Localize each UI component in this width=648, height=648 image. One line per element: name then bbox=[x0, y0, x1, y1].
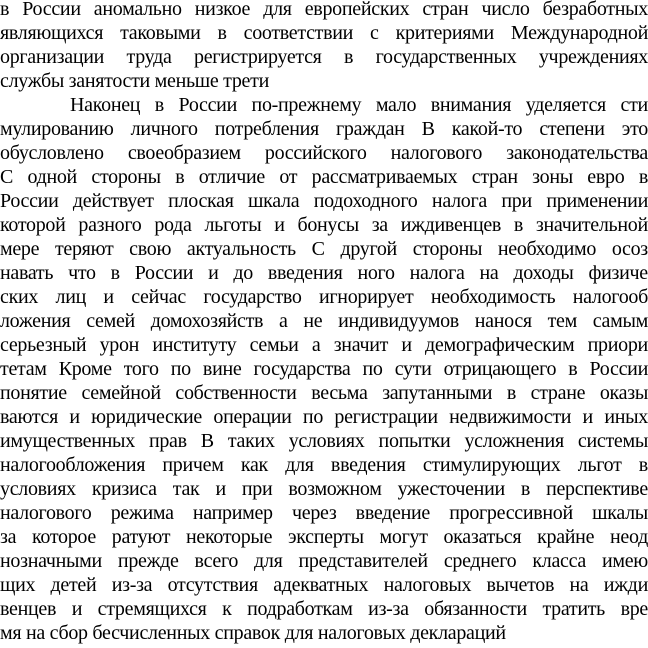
word: шкала bbox=[248, 190, 300, 212]
word: Наконец bbox=[70, 94, 141, 116]
word: шкалы bbox=[592, 502, 648, 524]
text-line-20 bbox=[0, 453, 648, 477]
word: России bbox=[178, 94, 237, 116]
word: потребления bbox=[214, 118, 319, 140]
word: щих bbox=[0, 574, 36, 596]
word: России bbox=[589, 358, 648, 380]
word: стороны bbox=[91, 166, 161, 188]
word: имущественных bbox=[0, 430, 135, 452]
word: стремящихся bbox=[97, 598, 207, 620]
word: игнорирует bbox=[319, 286, 414, 308]
word: самым bbox=[592, 310, 648, 332]
word: в bbox=[638, 454, 648, 476]
word: России bbox=[0, 190, 59, 212]
word: сти bbox=[620, 94, 648, 116]
word: льготы bbox=[204, 214, 262, 236]
word: до bbox=[233, 262, 253, 284]
text-line-17 bbox=[0, 381, 648, 405]
word: необходимость bbox=[430, 286, 556, 308]
word: граждан bbox=[336, 118, 405, 140]
word: В bbox=[200, 430, 214, 452]
word: налогового bbox=[390, 142, 483, 164]
word: государственных bbox=[375, 46, 517, 68]
word: того bbox=[123, 358, 159, 380]
word: неод bbox=[609, 526, 648, 548]
word: крайне bbox=[537, 526, 595, 548]
word: внимания bbox=[430, 94, 512, 116]
word: являющихся bbox=[0, 22, 104, 44]
word: что bbox=[68, 262, 96, 284]
word: имею bbox=[601, 550, 648, 572]
word: теряют bbox=[54, 238, 114, 260]
word: России bbox=[22, 0, 81, 20]
word: недвижимости bbox=[449, 406, 572, 428]
word: тем bbox=[547, 310, 577, 332]
word: своеобразием bbox=[127, 142, 241, 164]
word: из-за bbox=[111, 574, 153, 596]
word: зоны bbox=[532, 166, 573, 188]
word: условиях bbox=[288, 430, 365, 452]
word: весьма bbox=[311, 382, 368, 404]
word: действует bbox=[72, 190, 154, 212]
word: физиче bbox=[588, 262, 648, 284]
word: собственности bbox=[175, 382, 297, 404]
word: вре bbox=[620, 598, 648, 620]
word: государства bbox=[253, 358, 351, 380]
word: которой bbox=[0, 214, 66, 236]
word: другой bbox=[340, 238, 397, 260]
word: в bbox=[0, 0, 10, 20]
word: по bbox=[362, 358, 383, 380]
word: могут bbox=[379, 526, 428, 548]
text-line-6 bbox=[0, 117, 648, 141]
word: сейчас bbox=[131, 286, 186, 308]
text-line-16 bbox=[0, 357, 648, 381]
word: среднего bbox=[443, 550, 517, 572]
word: а bbox=[311, 334, 321, 356]
word: в bbox=[217, 22, 227, 44]
word: за bbox=[371, 214, 388, 236]
word: Кроме bbox=[58, 358, 112, 380]
word: низкое bbox=[194, 0, 251, 20]
word: класса bbox=[532, 550, 586, 572]
word: в bbox=[506, 382, 516, 404]
word: ужесточении bbox=[397, 478, 505, 500]
word: из-за bbox=[368, 598, 409, 620]
word: плоская bbox=[168, 190, 234, 212]
word: и bbox=[71, 598, 83, 620]
word: труда bbox=[126, 46, 172, 68]
text-line-27: мя на сбор бесчисленных справок для налоговых деклараций bbox=[0, 622, 506, 644]
word: условиях bbox=[0, 478, 76, 500]
text-line-2 bbox=[0, 21, 648, 45]
word: операции bbox=[213, 406, 292, 428]
text-line-1 bbox=[0, 0, 648, 21]
word: для bbox=[254, 550, 283, 572]
word: для bbox=[263, 0, 292, 20]
word: в bbox=[154, 94, 164, 116]
word: введение bbox=[355, 502, 430, 524]
word: перспективе bbox=[546, 478, 648, 500]
word: доходы bbox=[513, 262, 574, 284]
word: попытки bbox=[378, 430, 451, 452]
word: системы bbox=[577, 430, 648, 452]
word: семей bbox=[86, 310, 135, 332]
word: учреждениях bbox=[538, 46, 648, 68]
word: европейских bbox=[304, 0, 410, 20]
word: серьезный bbox=[0, 334, 87, 356]
word: которое bbox=[32, 526, 96, 548]
word: и bbox=[274, 214, 285, 236]
word: приори bbox=[587, 334, 648, 356]
word: в bbox=[110, 262, 120, 284]
word: по bbox=[302, 406, 324, 428]
word: иных bbox=[604, 406, 648, 428]
word: регистрации bbox=[334, 406, 438, 428]
word: бонусы bbox=[297, 214, 359, 236]
word: отрицающего bbox=[443, 358, 557, 380]
word: ваются bbox=[0, 406, 58, 428]
word: государство bbox=[203, 286, 302, 308]
text-line-9 bbox=[0, 189, 648, 213]
word: по-прежнему bbox=[251, 94, 362, 116]
word: В bbox=[421, 118, 435, 140]
word: ижди bbox=[603, 574, 648, 596]
word: семейной bbox=[81, 382, 161, 404]
word: семьи bbox=[249, 334, 299, 356]
text-line-21 bbox=[0, 477, 648, 501]
word: институту bbox=[152, 334, 237, 356]
word: соответствии bbox=[243, 22, 354, 44]
text-line-24 bbox=[0, 549, 648, 573]
word: одной bbox=[27, 166, 77, 188]
word: венцев bbox=[0, 598, 57, 620]
word: законодательства bbox=[506, 142, 648, 164]
word: ложения bbox=[0, 310, 71, 332]
word: применении bbox=[546, 190, 648, 212]
text-line-3 bbox=[0, 45, 648, 69]
word: понятие bbox=[0, 382, 67, 404]
text-line-18 bbox=[0, 405, 648, 429]
text-line-8 bbox=[0, 165, 648, 189]
word: домохозяйств bbox=[150, 310, 264, 332]
word: на bbox=[569, 574, 589, 596]
word: подработкам bbox=[247, 598, 353, 620]
word: ских bbox=[0, 286, 39, 308]
word: с bbox=[370, 22, 379, 44]
word: Международной bbox=[510, 22, 648, 44]
word: кризиса bbox=[91, 478, 157, 500]
word: индивидуумов bbox=[338, 310, 459, 332]
word: отсутствия bbox=[167, 574, 258, 596]
word: адекватных bbox=[273, 574, 369, 596]
word: к bbox=[222, 598, 232, 620]
word: в bbox=[638, 166, 648, 188]
text-line-14 bbox=[0, 309, 648, 333]
word: стран bbox=[422, 0, 469, 20]
word: и bbox=[401, 334, 412, 356]
word: организации bbox=[0, 46, 105, 68]
word: число bbox=[481, 0, 530, 20]
word: всего bbox=[194, 550, 239, 572]
word: подоходного bbox=[313, 190, 418, 212]
word: режима bbox=[110, 502, 174, 524]
word: нанося bbox=[474, 310, 532, 332]
word: отличие bbox=[198, 166, 265, 188]
word: для bbox=[285, 454, 314, 476]
paragraph-start-line bbox=[0, 93, 648, 117]
word: сути bbox=[394, 358, 432, 380]
word: от bbox=[279, 166, 298, 188]
word: оказы bbox=[599, 382, 648, 404]
word: усложнения bbox=[464, 430, 564, 452]
word: регистрируется bbox=[194, 46, 322, 68]
text-line-19 bbox=[0, 429, 648, 453]
word: а bbox=[278, 310, 288, 332]
word: вине bbox=[202, 358, 242, 380]
word: стороны bbox=[412, 238, 483, 260]
word: тетам bbox=[0, 358, 47, 380]
word: например bbox=[192, 502, 273, 524]
word: евро bbox=[587, 166, 625, 188]
text-line-13 bbox=[0, 285, 648, 309]
word: в bbox=[568, 358, 578, 380]
word: актуальность bbox=[186, 238, 296, 260]
word: и bbox=[208, 262, 219, 284]
word: иждивенцев bbox=[400, 214, 502, 236]
text-line-23 bbox=[0, 525, 648, 549]
word: вычетов bbox=[486, 574, 555, 596]
text-line-11 bbox=[0, 237, 648, 261]
word: ного bbox=[357, 262, 395, 284]
word: в bbox=[175, 166, 185, 188]
word: российского bbox=[264, 142, 367, 164]
word: при bbox=[241, 478, 273, 500]
word: обязанности bbox=[424, 598, 527, 620]
word: стране bbox=[530, 382, 586, 404]
word: свою bbox=[129, 238, 172, 260]
word: значит bbox=[333, 334, 389, 356]
word: стимулирующих bbox=[422, 454, 561, 476]
word: льгот bbox=[577, 454, 622, 476]
word: и bbox=[103, 286, 114, 308]
word: по bbox=[170, 358, 191, 380]
word: запутанными bbox=[382, 382, 493, 404]
word: какой-то bbox=[451, 118, 523, 140]
word: тратить bbox=[542, 598, 605, 620]
word: в bbox=[513, 214, 524, 236]
word: и bbox=[215, 478, 226, 500]
word: безработных bbox=[542, 0, 648, 20]
word: налогооб bbox=[572, 286, 648, 308]
word: рода bbox=[154, 214, 192, 236]
word: налога bbox=[409, 262, 465, 284]
word: значительной bbox=[535, 214, 648, 236]
word: демографическим bbox=[425, 334, 575, 356]
text-line-25 bbox=[0, 573, 648, 597]
text-line-10 bbox=[0, 213, 648, 237]
word: России bbox=[134, 262, 194, 284]
word: лиц bbox=[55, 286, 87, 308]
word: нозначными bbox=[0, 550, 102, 572]
word: эксперты bbox=[287, 526, 364, 548]
word: разного bbox=[78, 214, 142, 236]
word: рассматриваемых bbox=[311, 166, 458, 188]
word: некоторые bbox=[186, 526, 273, 548]
word: оказаться bbox=[443, 526, 522, 548]
word: стран bbox=[471, 166, 518, 188]
word: таковыми bbox=[120, 22, 201, 44]
word: налогообложения bbox=[0, 454, 146, 476]
text-line-26 bbox=[0, 597, 648, 621]
word: навать bbox=[0, 262, 54, 284]
word: налога bbox=[431, 190, 487, 212]
word: юридические bbox=[91, 406, 202, 428]
word: представителей bbox=[298, 550, 428, 572]
word: личного bbox=[130, 118, 198, 140]
word: за bbox=[0, 526, 17, 548]
word: это bbox=[621, 118, 648, 140]
word: введения bbox=[330, 454, 406, 476]
word: налогового bbox=[0, 502, 92, 524]
word: степени bbox=[539, 118, 605, 140]
word: уделяется bbox=[525, 94, 606, 116]
word: ратуют bbox=[111, 526, 171, 548]
word: прав bbox=[148, 430, 187, 452]
word: мулированию bbox=[0, 118, 114, 140]
text-line-22 bbox=[0, 501, 648, 525]
word: прежде bbox=[117, 550, 179, 572]
word: прогрессивной bbox=[449, 502, 573, 524]
word: при bbox=[501, 190, 532, 212]
word: введения bbox=[267, 262, 343, 284]
word: критериями bbox=[395, 22, 494, 44]
word: и bbox=[69, 406, 80, 428]
word: С bbox=[0, 166, 14, 188]
word: осоз bbox=[611, 238, 648, 260]
word: С bbox=[311, 238, 325, 260]
word: мере bbox=[0, 238, 40, 260]
word: возможном bbox=[288, 478, 382, 500]
word: необходимо bbox=[497, 238, 597, 260]
word: причем bbox=[162, 454, 224, 476]
text-line-4: службы занятости меньше трети bbox=[0, 70, 269, 92]
word: мало bbox=[375, 94, 417, 116]
word: так bbox=[172, 478, 200, 500]
word: в bbox=[344, 46, 354, 68]
word: налоговых bbox=[383, 574, 472, 596]
text-line-12 bbox=[0, 261, 648, 285]
word: и bbox=[582, 406, 593, 428]
word: обусловлено bbox=[0, 142, 104, 164]
word: в bbox=[520, 478, 531, 500]
word: не bbox=[303, 310, 323, 332]
word: как bbox=[240, 454, 268, 476]
word: через bbox=[291, 502, 337, 524]
word: урон bbox=[99, 334, 140, 356]
word: таких bbox=[227, 430, 275, 452]
word: на bbox=[479, 262, 499, 284]
word: аномально bbox=[93, 0, 182, 20]
text-line-15 bbox=[0, 333, 648, 357]
text-line-7 bbox=[0, 141, 648, 165]
word: детей bbox=[50, 574, 97, 596]
